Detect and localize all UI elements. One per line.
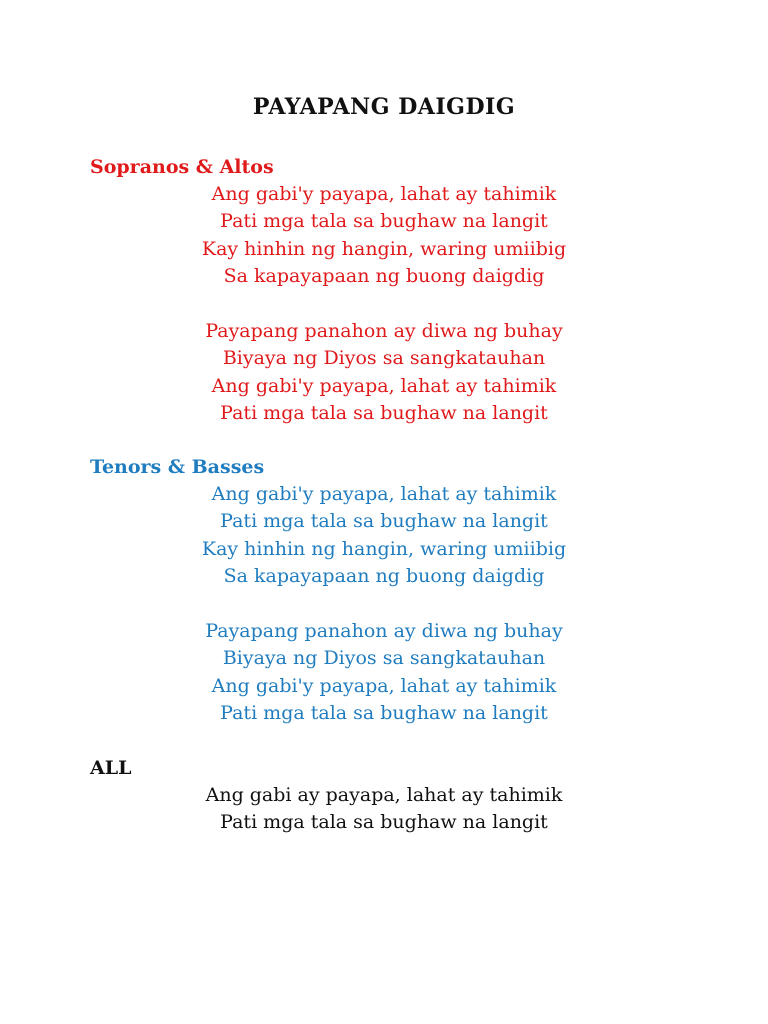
stanza-sopranos-1 [178,181,590,290]
lyric-line: Kay hinhin ng hangin, waring umiibig [201,537,567,560]
lyric-line: Payapang panahon ay diwa ng buhay [205,320,563,342]
lyric-line: Ang gabi'y payapa, lahat ay tahimik [211,483,557,505]
stanza-tenors-2 [178,618,590,727]
lyric-line: Pati mga tala sa bughaw na langit [220,510,548,533]
lyric-line: Sa kapayapaan ng buong daigdig [223,264,545,287]
lyric-line: Pati mga tala sa bughaw na langit [220,401,548,424]
lyric-line: Sa kapayapaan ng buong daigdig [223,564,545,587]
lyric-line: Ang gabi'y payapa, lahat ay tahimik [211,374,557,397]
page-title: PAYAPANG DAIGDIG [252,94,516,120]
section-heading-all: ALL [90,757,132,779]
lyric-line: Ang gabi'y payapa, lahat ay tahimik [211,183,557,205]
lyric-line: Biyaya ng Diyos sa sangkatauhan [222,647,546,670]
lyric-line: Kay hinhin ng hangin, waring umiibig [201,237,567,260]
stanza-tenors-1 [178,481,590,590]
lyric-line: Ang gabi ay payapa, lahat ay tahimik [205,784,563,806]
lyric-line: Pati mga tala sa bughaw na langit [220,811,548,834]
stanza-all-1 [178,782,590,837]
lyric-line: Biyaya ng Diyos sa sangkatauhan [222,347,546,370]
lyric-line: Ang gabi'y payapa, lahat ay tahimik [211,674,557,697]
section-heading-sopranos-altos: Sopranos & Altos [90,156,274,178]
section-heading-tenors-basses: Tenors & Basses [90,456,265,478]
stanza-sopranos-2 [178,318,590,427]
lyric-line: Pati mga tala sa bughaw na langit [220,210,548,233]
lyric-line: Pati mga tala sa bughaw na langit [220,701,548,724]
lyric-line: Payapang panahon ay diwa ng buhay [205,620,563,642]
